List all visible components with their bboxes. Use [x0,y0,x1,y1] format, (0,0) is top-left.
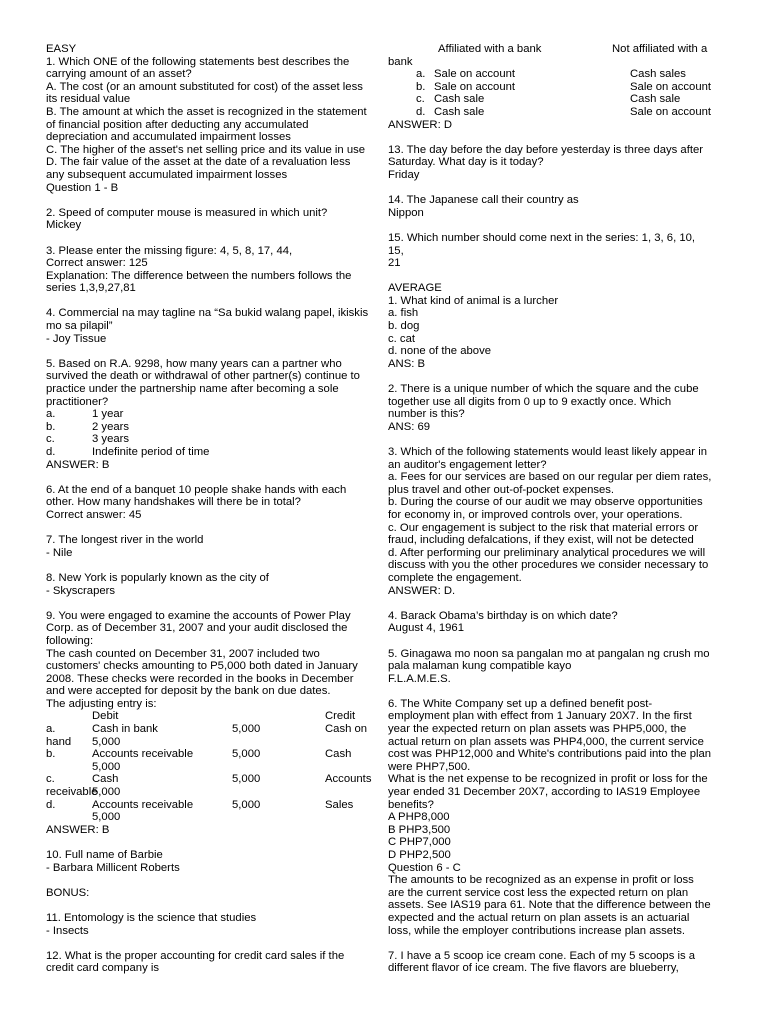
question-12-line: 12. What is the proper accounting for credit card sales if the [46,949,345,962]
credit-heading: Credit [325,710,356,723]
question-1-line: depreciation and accumulated impairment losses [46,131,291,144]
credit-card-option [388,81,728,94]
option-letter: b. [416,80,426,93]
question-1-line: 1. Which ONE of the following statements best describes the [46,55,350,68]
blank-line [46,232,376,245]
average-question-6-line: cost was PHP12,000 and White's contributions paid into the plan [388,748,712,761]
average-question-6-line: C PHP7,000 [388,836,451,849]
average-question-3-line: ANSWER: D. [388,584,456,597]
question-15-line: 15, [388,244,404,257]
credit-card-header [388,43,728,56]
blank-line [388,685,728,698]
credit-account: Cash [325,748,352,761]
average-question-6-line: A PHP8,000 [388,811,450,824]
question-9-line: 9. You were engaged to examine the accounts of Power Play [46,609,351,622]
average-question-6-line: B PHP3,500 [388,823,451,836]
average-question-7-line: different flavor of ice cream. The five flavors are blueberry, [388,962,679,975]
question-1-line: A. The cost (or an amount substituted for cost) of the asset less [46,80,363,93]
affiliated-treatment: Cash sale [434,93,485,106]
question-1-line: C. The higher of the asset's net selling price and its value in use [46,143,366,156]
option-letter: b. [46,420,56,433]
adjusting-entry-row [46,723,376,736]
question-1-line: carrying amount of an asset? [46,68,192,81]
blank-line [388,182,728,195]
average-question-1-line: d. none of the above [388,345,492,358]
question-13-line: 13. The day before the day before yesterday is three days after [388,143,704,156]
blank-line [46,345,376,358]
adjusting-entry-row-wrap [46,761,376,774]
adjusting-entry-header [46,710,376,723]
average-question-6-line: D PHP2,500 [388,849,451,861]
entry-letter: b. [46,748,56,761]
average-question-5-line: pala malaman kung compatible kayo [388,660,572,673]
blank-line [46,836,376,849]
average-question-6-line: year the expected return on plan assets was PHP5,000, the [388,723,687,736]
average-question-6-line: assets. See IAS19 para 61. Note that the difference between the [388,899,711,912]
blank-line [46,597,376,610]
question-6-line: 6. At the end of a banquet 10 people shake hands with each [46,483,347,496]
question-5-line: survived the death or withdrawal of other partner(s) continue to [46,370,360,383]
debit-account: Accounts receivable [92,748,194,761]
question-3-line: 3. Please enter the missing figure: 4, 5, 8, 17, 44, [46,244,293,257]
average-question-6-line: actual return on plan assets was PHP4,000, the current service [388,735,704,748]
answer-option [46,421,376,434]
question-15-line: 15. Which number should come next in the series: 1, 3, 6, 10, [388,231,696,244]
question-11-line: 11. Entomology is the science that studies [46,911,257,924]
question-9-line: and were accepted for deposit by the bank on due dates. [46,685,331,698]
question-4-line: mo sa pilapil” [46,320,113,333]
answer-option [46,408,376,421]
average-question-3-line: 3. Which of the following statements would least likely appear in [388,446,707,458]
option-letter: d. [46,446,56,458]
question-9-line: The cash counted on December 31, 2007 included two [46,647,320,660]
question-13-line: Friday [388,168,420,181]
question-9-line: following: [46,634,94,647]
average-question-3-line: fraud, including defalcations, if they exist, will not be detected [388,534,694,547]
debit-account: Accounts receivable [92,798,194,811]
adjusting-entry-row [46,799,376,812]
not-affiliated-treatment: Cash sale [630,93,681,106]
average-question-6-line: The amounts to be recognized as an expense in profit or loss [388,874,694,887]
credit-account: Accounts [325,773,372,786]
credit-amount: 5,000 [92,735,121,748]
option-letter: d. [416,105,426,118]
credit-account-wrap: receivable [46,786,98,799]
average-question-1-line: b. dog [388,320,420,333]
affiliated-heading: Affiliated with a bank [438,43,542,55]
question-7-line: - Nile [46,546,73,559]
affiliated-treatment: Sale on account [434,68,516,81]
debit-heading: Debit [92,710,119,723]
average-question-3-line: plus travel and other out-of-pocket expenses. [388,483,615,496]
blank-line [388,433,728,446]
question-9-line: Corp. as of December 31, 2007 and your audit disclosed the [46,622,348,635]
question-1-line: its residual value [46,93,131,106]
average-question-5-line: F.L.A.M.E.S. [388,672,451,685]
adjusting-entry-row [46,748,376,761]
question-4-line: 4. Commercial na may tagline na “Sa bukid walang papel, ikiskis [46,307,369,320]
blank-line [46,899,376,912]
average-question-3-line: an auditor's engagement letter? [388,458,547,471]
credit-account: Sales [325,798,354,811]
question-12-line: credit card company is [46,962,160,975]
average-question-2-line: together use all digits from 0 up to 9 exactly once. Which [388,395,672,408]
blank-line [46,471,376,484]
not-affiliated-treatment: Sale on account [630,105,712,118]
average-question-6-line: Question 6 - C [388,861,461,874]
question-12-answer: ANSWER: D [388,118,453,131]
average-question-6-line: are the current service cost less the expected return on plan [388,886,689,899]
blank-line [46,559,376,572]
question-14-line: Nippon [388,206,424,219]
blank-line [46,295,376,308]
entry-letter: c. [46,773,55,786]
credit-card-option [388,106,728,119]
blank-line [388,635,728,648]
adjusting-entry-row [46,773,376,786]
question-3-line: Explanation: The difference between the numbers follows the [46,269,352,282]
question-2-line: Mickey [46,219,82,232]
option-text: 2 years [92,420,130,433]
question-1-line: D. The fair value of the asset at the date of a revaluation less [46,156,351,169]
average-question-6-line: expected and the actual return on plan assets is an actuarial [388,911,690,924]
average-question-1-line: ANS: B [388,357,426,370]
blank-line [388,219,728,232]
question-5-line: practice under the partnership name after becoming a sole [46,383,339,396]
not-affiliated-treatment: Sale on account [630,80,712,93]
question-1-line: B. The amount at which the asset is recognized in the statement [46,105,367,118]
question-5-answer: ANSWER: B [46,458,110,471]
question-9-line: 2008. These checks were recorded in the books in December [46,672,354,685]
adjusting-entry-row-wrap [46,786,376,799]
affiliated-treatment: Sale on account [434,80,516,93]
average-question-6-line: What is the net expense to be recognized in profit or loss for the [388,773,708,786]
question-1-line: of financial position after deducting any accumulated [46,118,309,131]
average-question-3-line: a. Fees for our services are based on our regular per diem rates, [388,471,712,484]
option-text: Indefinite period of time [92,446,210,458]
question-11-line: - Insects [46,924,89,937]
average-question-3-line: complete the engagement. [388,571,522,584]
question-7-line: 7. The longest river in the world [46,534,204,547]
question-3-line: series 1,3,9,27,81 [46,282,136,295]
debit-amount: 5,000 [232,773,261,786]
question-5-line: practitioner? [46,395,109,408]
not-affiliated-heading: Not affiliated with a [612,43,708,55]
blank-line [46,194,376,207]
average-question-3-line: d. After performing our preliminary analytical procedures we will [388,546,706,559]
section-heading-average: AVERAGE [388,282,442,295]
blank-line [46,937,376,950]
left-column [46,43,376,975]
section-heading-bonus: BONUS: [46,886,90,899]
blank-line [46,522,376,535]
question-6-line: other. How many handshakes will there be in total? [46,496,301,509]
average-question-6-line: employment plan with effect from 1 January 20X7. In the first [388,710,692,723]
question-13-line: Saturday. What day is it today? [388,156,544,169]
average-question-6-line: year ended 31 December 20X7, according to IAS19 Employee [388,786,701,799]
question-15-line: 21 [388,257,401,270]
answer-option [46,433,376,446]
debit-account: Cash [92,773,119,786]
affiliated-treatment: Cash sale [434,105,485,118]
average-question-1-line: a. fish [388,307,419,320]
question-9-line: customers' checks amounting to P5,000 both dated in January [46,660,358,673]
right-column [388,43,728,975]
blank-line [46,874,376,887]
question-5-line: 5. Based on R.A. 9298, how many years can a partner who [46,357,342,370]
question-14-line: 14. The Japanese call their country as [388,194,579,207]
average-question-4-line: August 4, 1961 [388,622,465,635]
not-affiliated-treatment: Cash sales [630,68,686,81]
debit-amount: 5,000 [232,798,261,811]
debit-account: Cash in bank [92,723,158,736]
average-question-3-line: for economy in, or improved controls over, your operations. [388,508,683,521]
question-8-line: 8. New York is popularly known as the city of [46,571,269,584]
debit-amount: 5,000 [232,748,261,761]
credit-amount: 5,000 [92,760,121,773]
average-question-6-line: 6. The White Company set up a defined benefit post- [388,697,653,710]
option-text: 3 years [92,433,130,446]
average-question-2-line: number is this? [388,408,465,421]
option-letter: c. [416,93,425,106]
question-8-line: - Skyscrapers [46,584,116,597]
average-question-3-line: c. Our engagement is subject to the risk that material errors or [388,521,699,534]
adjusting-entry-row-wrap [46,811,376,824]
average-question-4-line: 4. Barack Obama’s birthday is on which date? [388,609,618,622]
section-heading-easy: EASY [46,43,77,55]
entry-letter: a. [46,723,56,736]
credit-card-option [388,68,728,81]
average-question-7-line: 7. I have a 5 scoop ice cream cone. Each of my 5 scoops is a [388,949,696,962]
adjusting-entry-row-wrap [46,736,376,749]
average-question-1-line: 1. What kind of animal is a lurcher [388,294,559,307]
average-question-2-line: ANS: 69 [388,420,431,433]
average-question-5-line: 5. Ginagawa mo noon sa pangalan mo at pangalan ng crush mo [388,647,710,660]
average-question-2-line: 2. There is a unique number of which the square and the cube [388,383,699,396]
question-10-line: 10. Full name of Barbie [46,849,163,861]
question-1-line: Question 1 - B [46,181,119,194]
credit-card-option [388,93,728,106]
average-question-6-line: benefits? [388,798,434,811]
question-9-line: The adjusting entry is: [46,697,157,710]
average-question-6-line: were PHP7,500. [388,760,471,773]
blank-line [388,937,728,950]
blank-line [388,370,728,383]
option-letter: a. [46,408,56,421]
question-4-line: - Joy Tissue [46,332,107,345]
question-3-line: Correct answer: 125 [46,257,148,270]
question-1-line: any subsequent accumulated impairment losses [46,168,288,181]
blank-line [388,270,728,283]
option-letter: c. [46,433,55,446]
credit-amount: 5,000 [92,811,121,824]
credit-account: Cash on [325,723,368,736]
question-10-line: - Barbara Millicent Roberts [46,861,180,874]
average-question-3-line: b. During the course of our audit we may observe opportunities [388,496,703,509]
average-question-1-line: c. cat [388,332,415,345]
question-6-line: Correct answer: 45 [46,508,142,521]
average-question-3-line: discuss with you the other procedures we consider necessary to [388,559,709,572]
answer-option [46,446,376,459]
debit-amount: 5,000 [232,723,261,736]
blank-line [388,597,728,610]
option-text: 1 year [92,408,124,421]
average-question-6-line: loss, while the employer contributions increase plan assets. [388,924,686,937]
question-9-answer: ANSWER: B [46,823,110,836]
credit-account-wrap: hand [46,735,72,748]
blank-line [388,131,728,144]
option-letter: a. [416,68,426,81]
header-wrap: bank [388,55,413,68]
entry-letter: d. [46,798,56,811]
credit-amount: 5,000 [92,786,121,799]
question-2-line: 2. Speed of computer mouse is measured in which unit? [46,206,328,219]
